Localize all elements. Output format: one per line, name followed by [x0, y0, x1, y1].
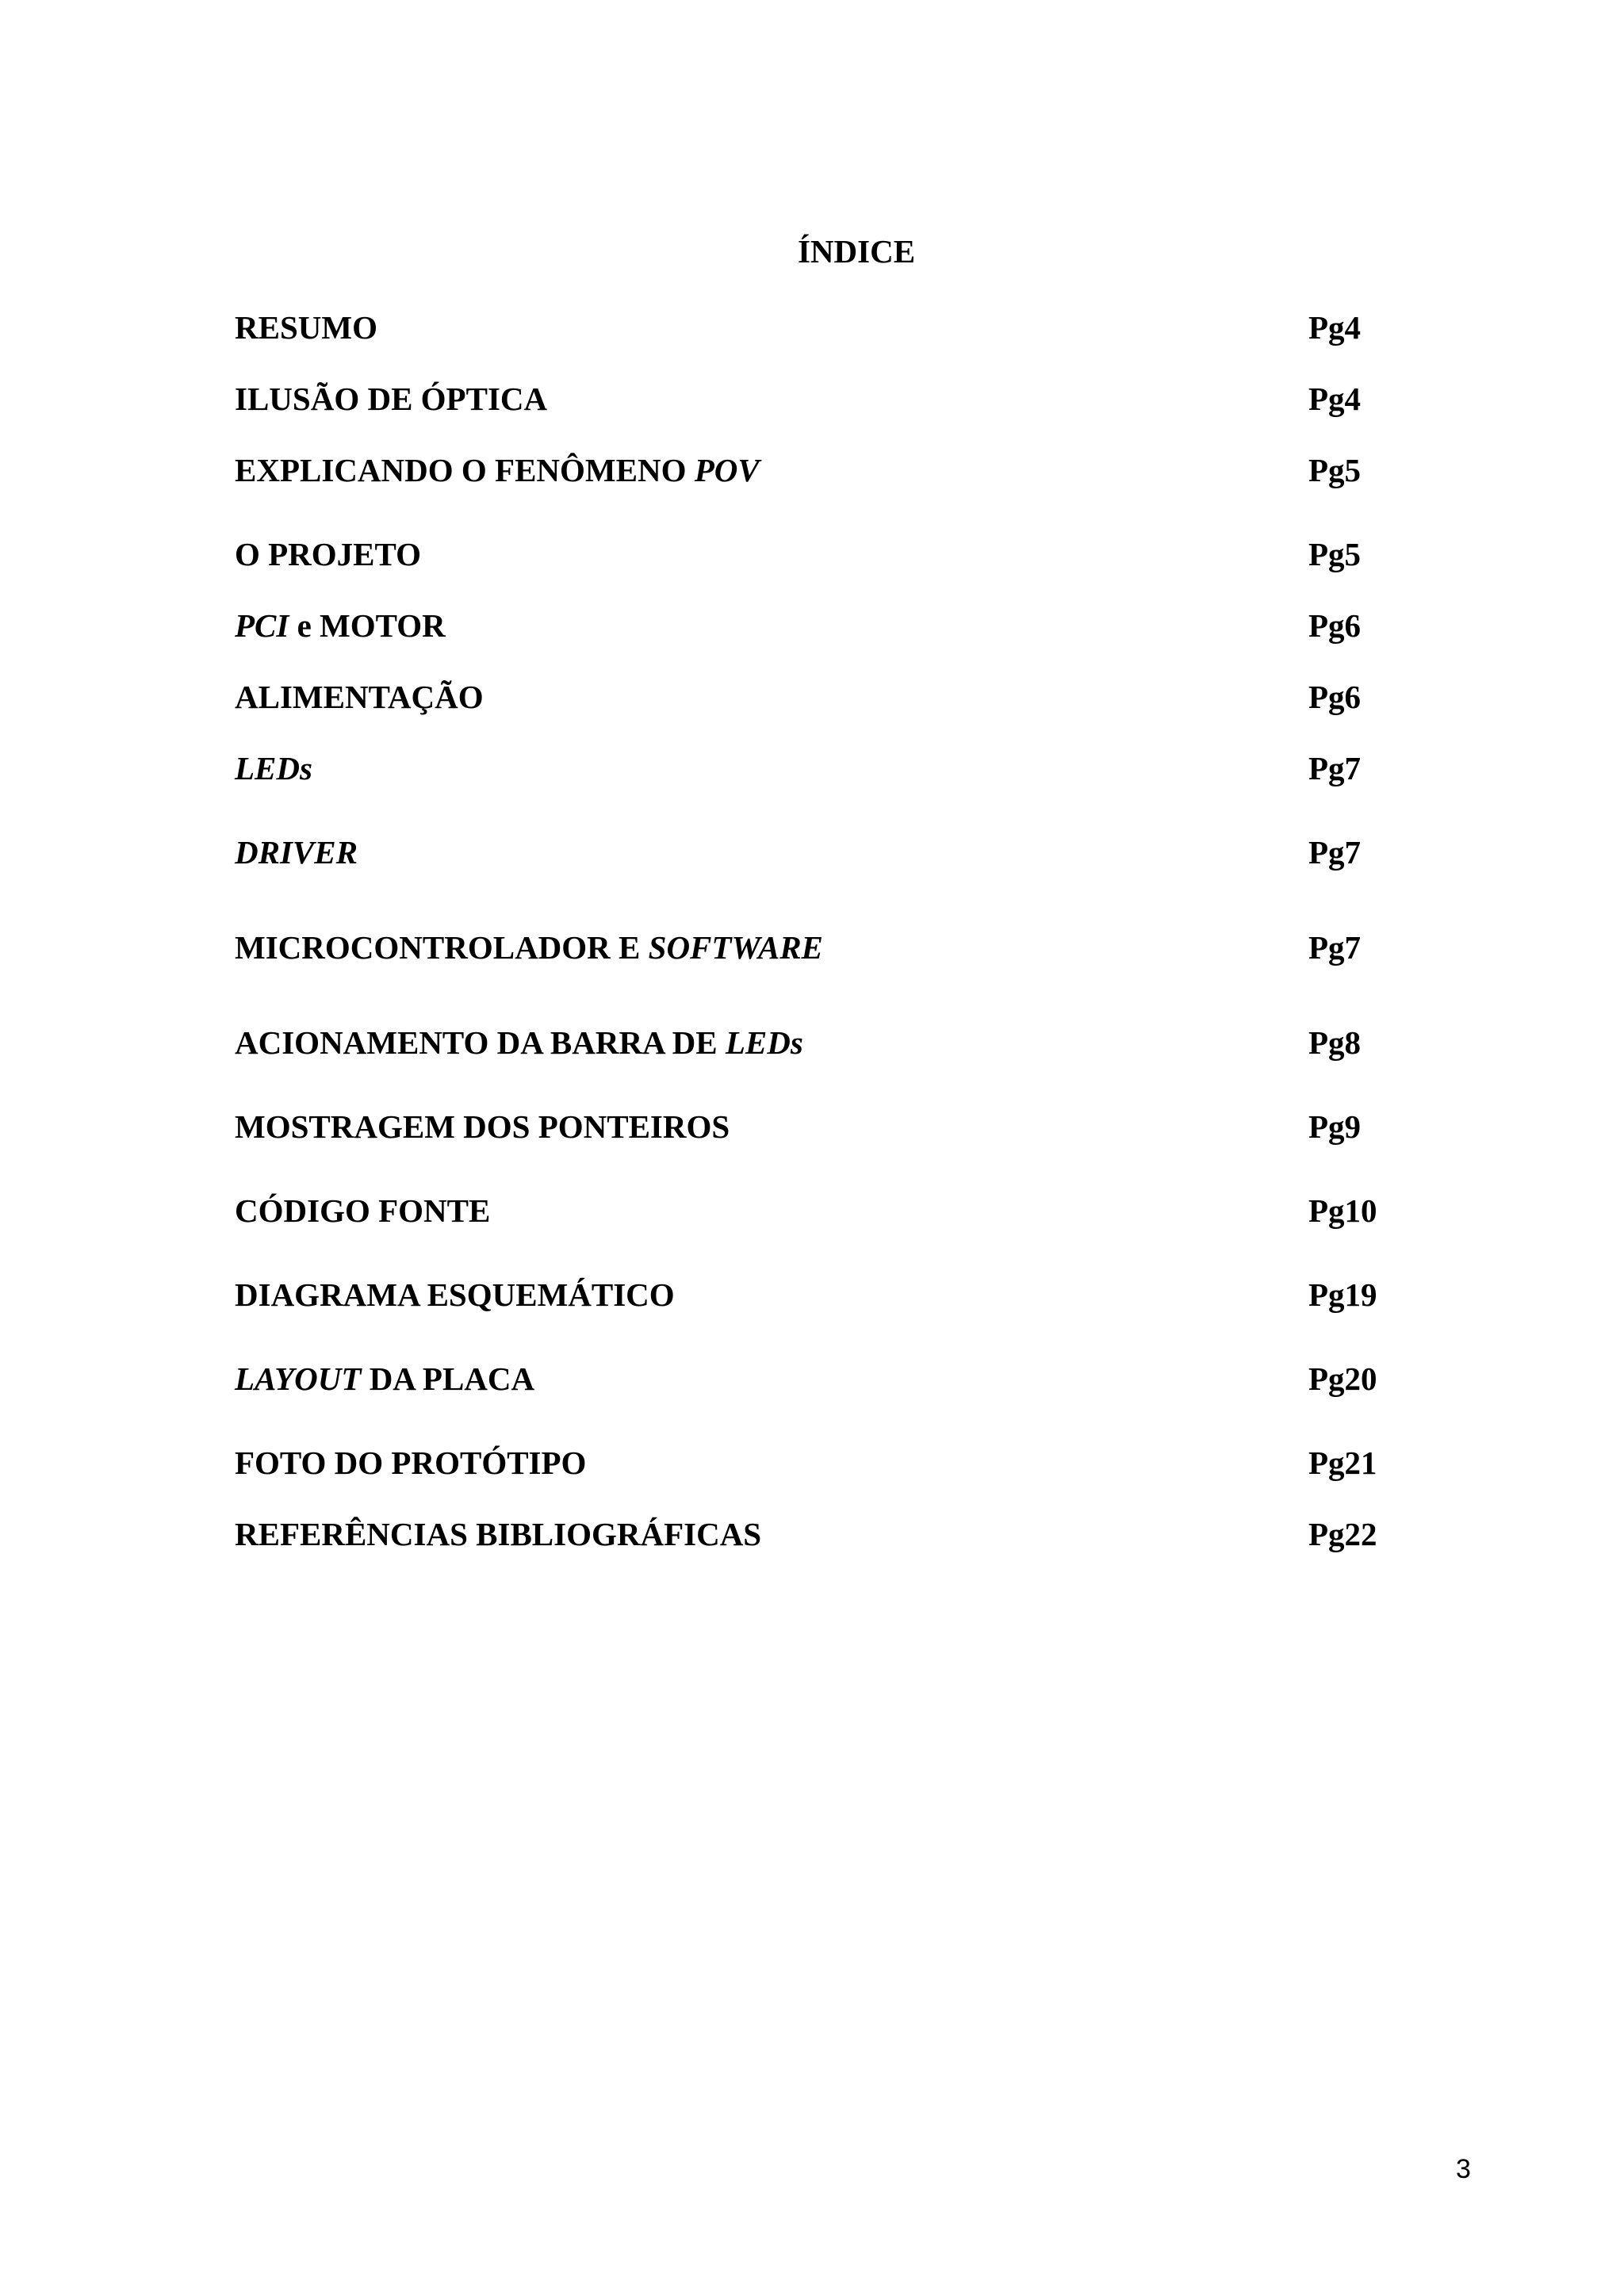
- toc-entry-title-part: ILUSÃO DE ÓPTICA: [235, 381, 548, 417]
- toc-entry-title: [235, 1023, 803, 1062]
- toc-entry-title-part: O PROJETO: [235, 536, 422, 572]
- toc-entry-page: Pg22: [1308, 1516, 1377, 1552]
- toc-entry-title: [235, 1359, 534, 1399]
- toc-entry-title: [235, 606, 446, 645]
- toc-entry-title: [235, 928, 823, 967]
- toc-entry-title: [235, 534, 421, 574]
- toc-entry-page: Pg7: [1308, 750, 1362, 786]
- toc-entry-title-part: ACIONAMENTO DA BARRA DE: [235, 1024, 726, 1061]
- toc-entry: [235, 379, 1424, 419]
- toc-entry-page: Pg20: [1308, 1360, 1377, 1397]
- toc-entry: [235, 308, 1424, 347]
- toc-entry-title-part: EXPLICANDO O FENÔMENO: [235, 452, 695, 488]
- toc-entry-page: Pg5: [1308, 452, 1362, 488]
- toc-entry-title: [235, 1191, 490, 1230]
- toc-entry-page: Pg4: [1308, 309, 1362, 346]
- toc-entry-page: Pg5: [1308, 536, 1362, 572]
- toc-entry-title: [235, 748, 312, 788]
- toc-entry-title: [235, 379, 547, 419]
- toc-entry-title-part: LEDs: [235, 750, 312, 786]
- toc-entry: [235, 748, 1424, 788]
- toc-entry-title: [235, 1107, 730, 1146]
- toc-entry: [235, 606, 1424, 645]
- toc-entry: [235, 450, 1424, 490]
- toc-entry-title-part: DA PLACA: [361, 1360, 535, 1397]
- page-number: 3: [1456, 2154, 1471, 2184]
- toc-entry-title-part: SOFTWARE: [648, 929, 823, 966]
- toc-entry-title-part: ALIMENTAÇÃO: [235, 679, 484, 715]
- toc-entry-title-part: DIAGRAMA ESQUEMÁTICO: [235, 1276, 675, 1313]
- toc-entry-title-part: LEDs: [725, 1024, 803, 1061]
- toc-entry-title: [235, 677, 484, 717]
- toc-entry-title-part: DRIVER: [235, 834, 358, 871]
- toc-entry-title-part: CÓDIGO FONTE: [235, 1192, 491, 1229]
- toc-entry-title-part: MOSTRAGEM DOS PONTEIROS: [235, 1108, 730, 1145]
- toc-entry-page: Pg10: [1308, 1192, 1377, 1229]
- toc-entry-page: Pg19: [1308, 1276, 1377, 1313]
- toc-entry: [235, 1191, 1424, 1230]
- toc-entry-page: Pg6: [1308, 679, 1362, 715]
- toc-entry: [235, 1514, 1424, 1554]
- toc-entry: [235, 1023, 1424, 1062]
- toc-entry-title-part: REFERÊNCIAS BIBLIOGRÁFICAS: [235, 1516, 762, 1552]
- toc-entry-page: Pg4: [1308, 381, 1362, 417]
- toc-entry-page: Pg9: [1308, 1108, 1362, 1145]
- toc-entry: [235, 832, 1424, 872]
- toc-entry-page: Pg21: [1308, 1445, 1377, 1481]
- toc-entry-title: [235, 1275, 675, 1314]
- toc-entry-title: [235, 1443, 586, 1483]
- toc-entry-title-part: RESUMO: [235, 309, 377, 346]
- toc-entry-title-part: MICROCONTROLADOR E: [235, 929, 649, 966]
- toc-entry: [235, 1107, 1424, 1146]
- toc-entry-title: [235, 308, 377, 347]
- toc-entry: [235, 534, 1424, 574]
- toc-entry-page: Pg7: [1308, 929, 1362, 966]
- toc-entry-page: Pg6: [1308, 607, 1362, 644]
- toc-entry-title: [235, 832, 358, 872]
- toc-entry-title-part: e MOTOR: [289, 607, 446, 644]
- toc-entry-title-part: POV: [694, 452, 760, 488]
- page-title: ÍNDICE: [797, 233, 916, 270]
- toc-entry: [235, 1275, 1424, 1314]
- toc-entry-page: Pg8: [1308, 1024, 1362, 1061]
- toc-entry-page: Pg7: [1308, 834, 1362, 871]
- toc-entry-title-part: PCI: [235, 607, 289, 644]
- toc-entry: [235, 677, 1424, 717]
- toc-entry: [235, 1443, 1424, 1483]
- toc-entry-title: [235, 1514, 761, 1554]
- toc-entry-title-part: LAYOUT: [235, 1360, 362, 1397]
- toc-entry-title-part: FOTO DO PROTÓTIPO: [235, 1445, 587, 1481]
- toc-entry-title: [235, 450, 760, 490]
- toc-entry: [235, 1359, 1424, 1399]
- toc-entry: [235, 928, 1424, 967]
